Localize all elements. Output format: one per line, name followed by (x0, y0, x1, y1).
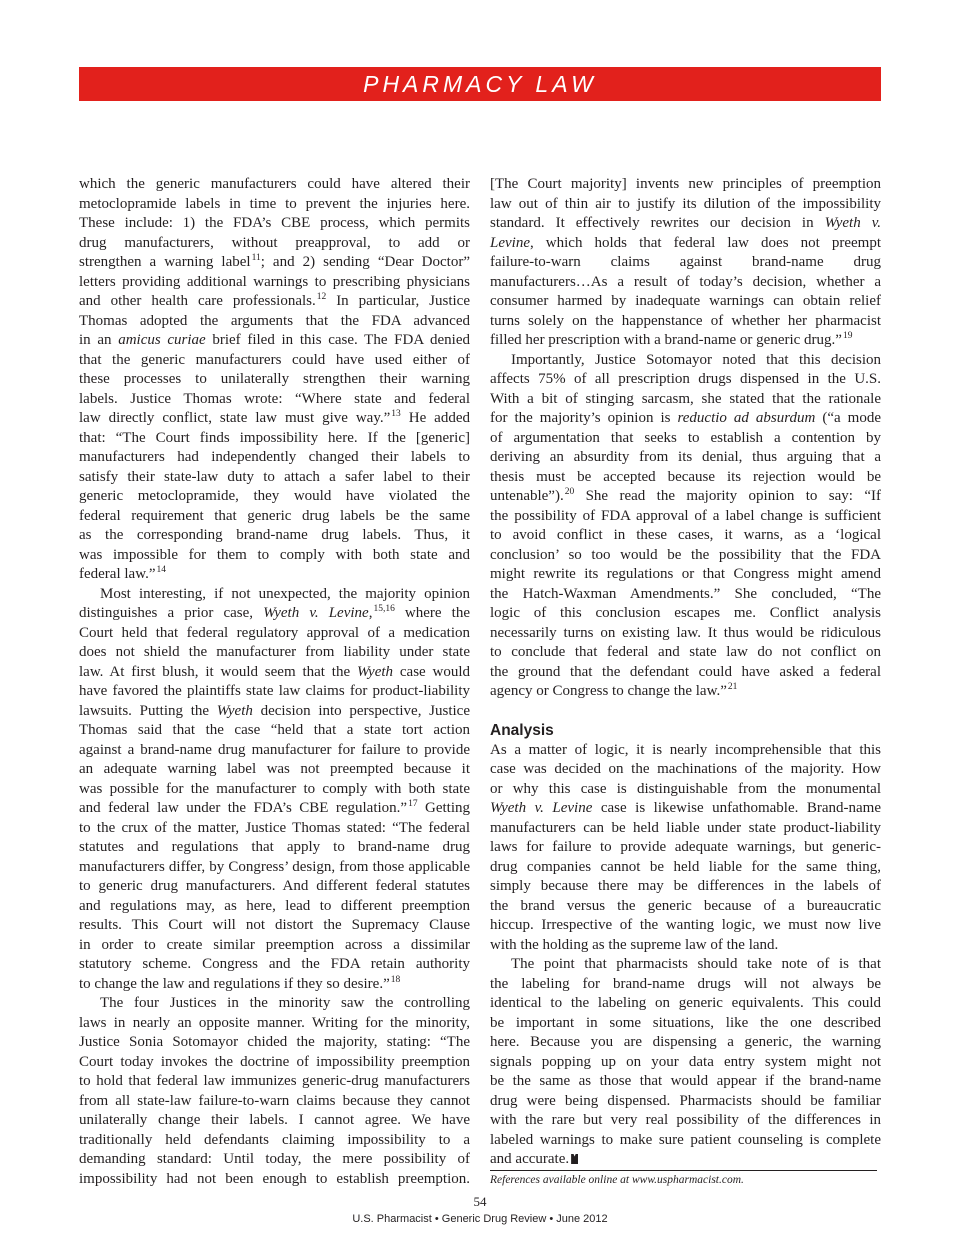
text-run: deriving an absurdity from its denial, thus arguing that a (490, 449, 881, 465)
text-line (79, 955, 470, 975)
text-run: simply because there may be differences in the labels of (490, 878, 881, 894)
references-note: References available online at www.uspharmacist.com. (490, 1170, 877, 1190)
italic-run: reductio ad absurdum (677, 410, 816, 426)
text-run: manufacturers…As a result of today’s decision, whether a (490, 273, 881, 290)
text-run: with the holding as the supreme law of the land. (490, 936, 779, 953)
text-run: Importantly, Justice Sotomayor noted that this decision (511, 351, 881, 368)
text-line (490, 370, 881, 390)
text-line (79, 702, 470, 722)
text-run: to avoid conflict in these cases, it warns, as a ‘logical (490, 527, 881, 543)
citation-superscript: 19 (842, 331, 853, 341)
text-line (490, 916, 881, 936)
italic-run: Wyeth v. Levine (490, 800, 593, 816)
text-line (490, 643, 881, 663)
text-run: decision into perspective, Justice (252, 702, 470, 719)
text-line (79, 643, 470, 663)
text-run: the brand versus the generic because of a bureaucratic (490, 897, 881, 914)
italic-run: Wyeth v. Levine (263, 605, 369, 621)
text-run: distinguishes a prior case, (79, 605, 264, 621)
text-run: have favored the plaintiffs state law claims for product-liability (79, 683, 470, 699)
text-run: the labeling for brand-name drugs will not always be (490, 975, 881, 992)
text-line (490, 682, 881, 702)
text-run: labeled warnings to make sure patient counseling is complete (490, 1131, 881, 1148)
text-run: filled her prescription with a brand-name or generic drug.” (490, 332, 842, 348)
text-run: these processes to unilaterally strengthen their warning (79, 371, 470, 387)
text-run: the ground that the defendant could have asked a federal (490, 663, 881, 680)
text-run: agency or Congress to change the law.” (490, 683, 727, 699)
text-line (490, 195, 881, 215)
text-line (79, 390, 470, 410)
text-run: was impossible for them to comply with both state and (79, 546, 470, 563)
text-line (490, 799, 881, 819)
text-run: thesis must be accepted because its rejection would be (490, 468, 881, 485)
text-run: results. This Court will not distort the Supremacy Clause (79, 917, 470, 933)
text-line (490, 819, 881, 839)
text-line (79, 1092, 470, 1112)
text-run: with the rare but very real possibility of the differences in (490, 1112, 881, 1128)
text-run: drug were being dispensed. Pharmacists should be familiar (490, 1092, 881, 1109)
text-line (79, 214, 470, 234)
text-line (490, 1111, 881, 1131)
text-line (490, 858, 881, 878)
text-line (79, 351, 470, 371)
text-run: to change the law and regulations if they so desire.” (79, 975, 390, 992)
text-line (490, 507, 881, 527)
text-run: demanding standard: Until today, the mere possibility of (79, 1151, 470, 1167)
text-run: where the (394, 605, 470, 621)
text-line (79, 175, 470, 195)
text-line (79, 819, 470, 839)
text-run: As a matter of logic, it is nearly incomprehensible that this (490, 741, 881, 758)
text-line (79, 507, 470, 527)
section-title: PHARMACY LAW (363, 71, 597, 97)
text-run: Most interesting, if not unexpected, the majority opinion (100, 585, 470, 602)
text-line (490, 546, 881, 566)
text-line (490, 838, 881, 858)
text-line (79, 780, 470, 800)
publication-footer: U.S. Pharmacist • Generic Drug Review • June 2012 (352, 1213, 608, 1225)
text-run: The four Justices in the minority saw the controlling (100, 995, 470, 1011)
text-run: hiccup. Irrespective of the wanting logic, we must now live (490, 917, 881, 933)
text-run: laws in nearly an opposite manner. Writing for the minority, (79, 1014, 470, 1031)
text-run: With a bit of stinging sarcasm, she stated that the rationale (490, 390, 881, 407)
citation-superscript: 20 (564, 487, 575, 497)
citation-superscript: 11 (251, 253, 261, 263)
italic-run: Wyeth v. (824, 215, 881, 231)
text-run: affects 75% of all prescription drugs dispensed in the U.S. (490, 371, 881, 387)
text-run: federal law.” (79, 566, 156, 582)
text-run: strengthen a warning label (79, 254, 251, 270)
text-line (490, 487, 881, 507)
text-line (79, 312, 470, 332)
text-line (79, 429, 470, 449)
text-line (490, 312, 881, 332)
text-line (490, 1014, 881, 1034)
citation-superscript: 13 (391, 409, 401, 419)
text-line (490, 429, 881, 449)
text-run: or why this case is distinguishable from the monumental (490, 780, 881, 797)
text-run: standard. It effectively rewrites our decision in (490, 215, 825, 231)
text-run: be the same as those that would appear if the brand-name (490, 1073, 881, 1089)
text-run: consumer harmed by inadequate warnings can obtain relief (490, 293, 881, 309)
end-of-article-icon (571, 1154, 578, 1164)
text-line (490, 897, 881, 917)
text-line (79, 565, 470, 585)
text-line (490, 741, 881, 761)
paragraph (490, 955, 881, 1170)
text-run: to the crux of the matter, Justice Thomas stated: “The federal (79, 819, 470, 836)
text-run: Thomas said that the case “held that a state tort action (79, 722, 470, 738)
text-run: to conclude that federal and state law do not conflict on (490, 644, 881, 660)
text-run: failure-to-warn claims against brand-name drug (490, 254, 881, 270)
right-column-text-after-heading (490, 741, 881, 1170)
text-line (490, 663, 881, 683)
text-line (79, 1053, 470, 1073)
text-line (490, 273, 881, 293)
text-line (79, 604, 470, 624)
text-run: that the generic manufacturers could have used either of (79, 351, 470, 368)
text-run: turns solely on the happenstance of whether her pharmacist (490, 312, 881, 329)
text-line (490, 975, 881, 995)
text-run: case is likewise unfathomable. Brand-name (592, 800, 881, 816)
text-line (490, 1072, 881, 1092)
text-run: ; and 2) sending “Dear Doctor” (260, 254, 470, 270)
text-run: case would (393, 663, 471, 680)
text-line (490, 1150, 881, 1170)
text-line (79, 1131, 470, 1151)
text-line (490, 1053, 881, 1073)
text-line (79, 546, 470, 566)
text-line (79, 760, 470, 780)
text-run: drug companies cannot be held liable for the same thing, (490, 858, 881, 875)
text-line (79, 994, 470, 1014)
text-line (490, 1033, 881, 1053)
text-line (79, 292, 470, 312)
text-line (79, 1072, 470, 1092)
text-line (79, 799, 470, 819)
text-line (79, 409, 470, 429)
text-run: an adequate warning label was not preempted because it (79, 761, 470, 777)
text-line (79, 1150, 470, 1170)
text-line (79, 858, 470, 878)
text-run: manufacturers had independently changed their labels to (79, 449, 470, 465)
text-line (490, 351, 881, 371)
text-run: generic metoclopramide, they would have violated the (79, 488, 470, 504)
text-run: Justice Sonia Sotomayor chided the majority, stating: “The (79, 1034, 470, 1050)
text-line (79, 585, 470, 605)
italic-run: amicus curiae (118, 332, 206, 348)
text-run: drug manufacturers, without preapproval, to add or (79, 234, 470, 251)
paragraph (490, 741, 881, 956)
text-line (490, 877, 881, 897)
text-line (490, 468, 881, 488)
text-line (79, 975, 470, 995)
text-run: impossibility had not been enough to establish preemption. (79, 1170, 470, 1187)
text-line (490, 409, 881, 429)
text-run: of argumentation that seeks to establish a contention by (490, 429, 881, 446)
text-line (490, 448, 881, 468)
section-banner (79, 67, 881, 101)
text-run: as the corresponding brand-name drug labels. Thus, it (79, 527, 470, 543)
citation-superscript: 15,16 (373, 604, 395, 614)
text-run: and federal law under the FDA’s CBE regulation.” (79, 800, 408, 816)
text-run: logic of this conclusion escapes me. Conflict analysis (490, 605, 881, 621)
text-run: to hold that federal law immunizes generic-drug manufacturers (79, 1073, 470, 1089)
text-line (490, 565, 881, 585)
text-run: that: “The Court finds impossibility here. If the [generic] (79, 429, 470, 446)
right-column (490, 175, 881, 1170)
text-run: in an (79, 332, 119, 348)
text-run: traditionally held defendants claiming impossibility to a (79, 1131, 470, 1148)
text-run: federal requirement that generic drug labels be the same (79, 507, 470, 524)
text-line (490, 585, 881, 605)
text-run: the possibility of FDA approval of a label change is sufficient (490, 507, 881, 524)
citation-superscript: 18 (390, 974, 401, 985)
text-run: from all state-law failure-to-warn claims because they cannot (79, 1092, 470, 1109)
text-run: In particular, Justice (326, 293, 470, 309)
text-line (79, 526, 470, 546)
analysis-heading: Analysis (490, 722, 554, 739)
text-line (79, 741, 470, 761)
text-line (79, 1170, 470, 1190)
text-run: to generic drug manufacturers. And different federal statutes (79, 878, 470, 894)
text-line (490, 604, 881, 624)
page-number: 54 (473, 1194, 487, 1209)
text-run: law. At first blush, it would seem that the (79, 663, 357, 680)
text-run: (“a mode (815, 410, 882, 426)
text-run: Court today invokes the doctrine of impossibility preemption (79, 1053, 470, 1070)
text-run: law out of thin air to justify its dilution of the impossibility (490, 195, 881, 212)
right-column-text-before-heading (490, 175, 881, 702)
text-line (490, 292, 881, 312)
text-run: satisfy their state-law duty to attach a safer label to their (79, 468, 470, 485)
paragraph (490, 175, 881, 351)
text-run: , which holds that federal law does not preempt (529, 234, 881, 251)
text-run: untenable”). (490, 488, 564, 504)
text-line (79, 1014, 470, 1034)
italic-run: Wyeth (216, 702, 253, 719)
text-run: for the majority’s opinion is (490, 410, 678, 426)
text-line (490, 936, 881, 956)
text-line (490, 253, 881, 273)
text-line (79, 721, 470, 741)
text-line (490, 955, 881, 975)
text-run: letters providing additional warnings to prescribing physicians (79, 273, 470, 290)
text-run: against a brand-name drug manufacturer for failure to provide (79, 741, 470, 758)
text-run: case was decided on the machinations of the majority. How (490, 761, 881, 777)
text-run: the Hatch-Waxman Amendments.” She concluded, “The (490, 585, 881, 602)
text-run: The point that pharmacists should take note of is that (511, 956, 881, 972)
citation-superscript: 12 (316, 292, 327, 302)
text-line (79, 468, 470, 488)
text-run: and other health care professionals. (79, 293, 316, 309)
text-line (490, 175, 881, 195)
text-line (490, 331, 881, 351)
text-line (79, 936, 470, 956)
text-line (79, 1033, 470, 1053)
text-run: Getting (417, 800, 471, 816)
text-run: She read the majority opinion to say: “If (574, 488, 881, 504)
text-run: manufacturers differ, by Congress’ design, from those applicable (79, 858, 470, 875)
text-run: labels. Justice Thomas wrote: “Where state and federal (79, 390, 470, 407)
text-run: be important in some situations, like the one described (490, 1014, 881, 1031)
text-run: identical to the labeling on generic equivalents. This could (490, 995, 881, 1011)
paragraph (79, 175, 470, 585)
text-line (79, 916, 470, 936)
text-run: might rewrite its regulations or that Congress might amend (490, 566, 881, 582)
text-run: and accurate. (490, 1151, 570, 1167)
text-line (79, 487, 470, 507)
text-line (490, 994, 881, 1014)
paragraph (79, 585, 470, 995)
text-run: Court held that federal regulatory approval of a medication (79, 624, 470, 641)
text-run: unilaterally change their labels. I cannot agree. We have (79, 1112, 470, 1128)
text-line (490, 214, 881, 234)
text-line (490, 780, 881, 800)
text-line (79, 838, 470, 858)
text-line (79, 663, 470, 683)
text-run: lawsuits. Putting the (79, 702, 217, 719)
italic-run: Wyeth (356, 663, 394, 680)
text-line (490, 390, 881, 410)
text-run: [The Court majority] invents new principles of preemption (490, 176, 881, 192)
text-run: does not shield the manufacturer from liability under state (79, 644, 470, 660)
text-line (490, 1131, 881, 1151)
text-line (490, 624, 881, 644)
left-column (79, 175, 470, 1189)
text-run: here. Because you are dispensing a generic, the warning (490, 1034, 881, 1050)
text-run: Thomas adopted the arguments that the FDA advanced (79, 312, 470, 329)
text-run: conclusion’ so too would be the possibility that the FDA (490, 546, 881, 563)
text-line (79, 253, 470, 273)
text-line (79, 195, 470, 215)
paragraph (79, 994, 470, 1189)
text-run: statutory scheme. Congress and the FDA retain authority (79, 956, 470, 972)
text-line (79, 1111, 470, 1131)
text-line (490, 760, 881, 780)
text-line (79, 234, 470, 254)
text-line (490, 526, 881, 546)
text-run: He added (400, 410, 470, 426)
text-line (79, 273, 470, 293)
text-run: statutes and regulations that apply to brand-name drug (79, 839, 470, 855)
text-line (79, 448, 470, 468)
citation-superscript: 14 (156, 565, 166, 575)
text-run: signals popping up on your data entry system might not (490, 1053, 881, 1070)
citation-superscript: 21 (727, 682, 738, 692)
text-run: which the generic manufacturers could have altered their (79, 176, 470, 192)
text-line (79, 877, 470, 897)
text-line (79, 624, 470, 644)
text-run: laws for failure to provide adequate warnings, but generic- (490, 839, 881, 855)
text-run: in order to create similar preemption across a dissimilar (79, 936, 470, 953)
text-run: , (368, 605, 373, 621)
text-run: brief filed in this case. The FDA denied (205, 332, 471, 348)
text-run: These include: 1) the FDA’s CBE process, which permits (79, 215, 470, 231)
citation-superscript: 17 (408, 799, 418, 809)
text-line (79, 370, 470, 390)
text-run: law directly conflict, state law must give way.” (79, 410, 391, 426)
text-line (490, 234, 881, 254)
text-run: necessarily turns on existing law. It thus would be ridiculous (490, 624, 881, 641)
paragraph (490, 351, 881, 702)
text-line (79, 897, 470, 917)
text-line (79, 682, 470, 702)
text-line (490, 1092, 881, 1112)
italic-run: Levine (490, 234, 530, 251)
text-run: manufacturers can be held liable under state product-liability (490, 819, 881, 836)
text-run: was possible for the manufacturer to comply with both state (79, 780, 470, 797)
text-line (79, 331, 470, 351)
text-run: metoclopramide labels in time to prevent the injuries here. (79, 195, 470, 212)
text-run: and regulations may, as here, lead to different preemption (79, 897, 470, 914)
